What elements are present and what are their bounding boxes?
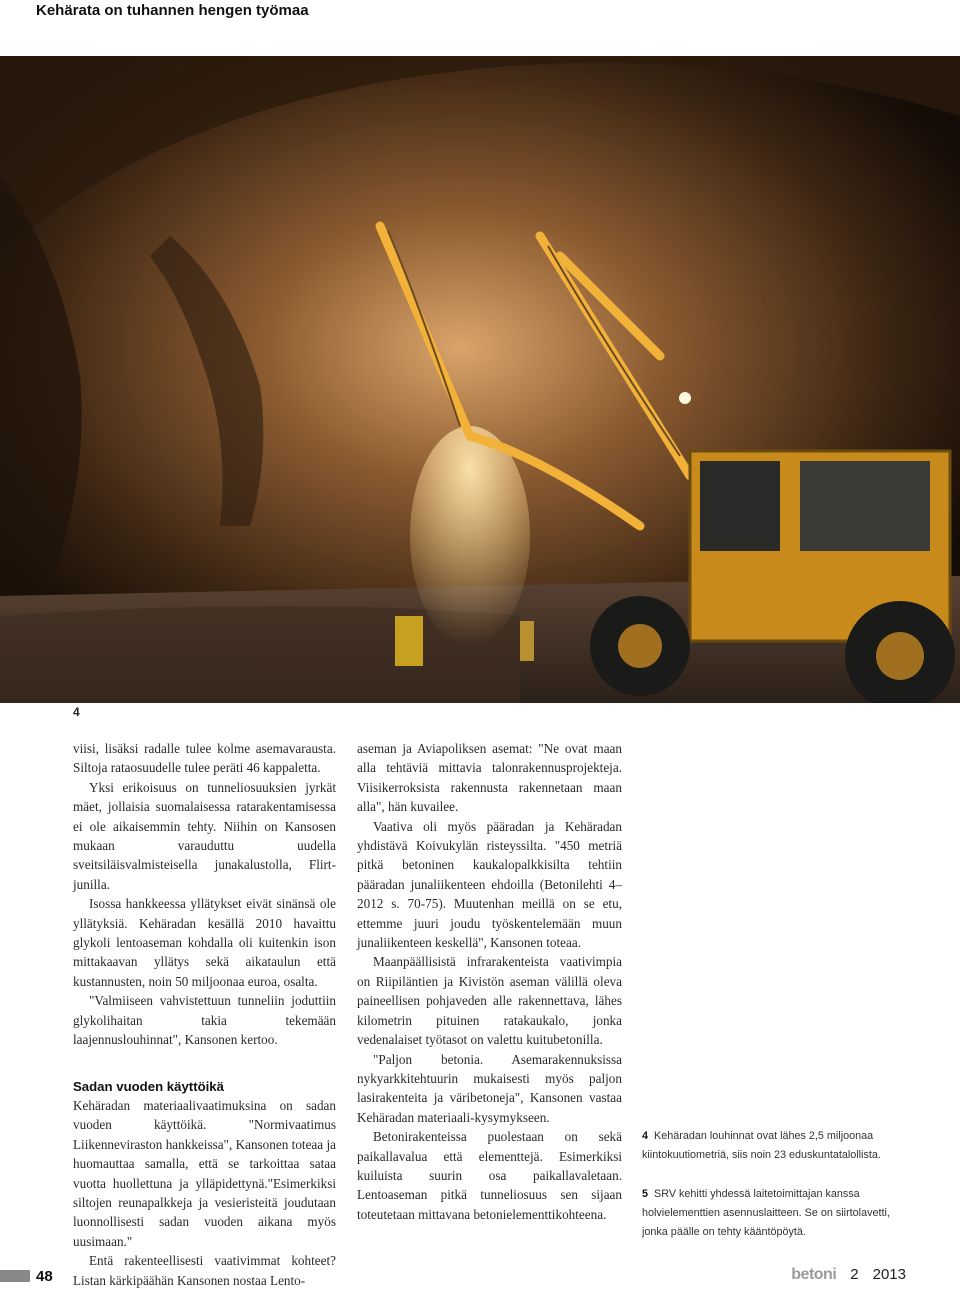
footer-issue-info	[791, 1266, 906, 1284]
col1-paragraph-1: viisi, lisäksi radalle tulee kolme asemavarausta. Siltoja rataosuudelle tulee peräti 46 kappaletta.	[73, 741, 336, 776]
page-number: 48	[36, 1268, 53, 1285]
col2-paragraph-5: Betonirakenteissa puolestaan on sekä paikallavalua että elementtejä. Esimerkiksi kuiluista suurin osa paikallavaletaan. Lentoaseman pitkä tunneliosuus sen sijaan toteutetaan mittavana betonielementtikohteena.	[357, 1129, 622, 1222]
caption-5-text: SRV kehitti yhdessä laitetoimittajan kanssa holvielementtien asennuslaitteen. Se on siirtolavetti, jonka päälle on tehty kääntöpöytä.	[642, 1188, 890, 1238]
photo-figure-number: 4	[73, 705, 80, 719]
page-header-title: Kehärata on tuhannen hengen työmaa	[36, 2, 309, 19]
col1-paragraph-2: Yksi erikoisuus on tunneliosuuksien jyrkät mäet, jollaisia suomalaisessa ratarakentamisessa ei ole aikaisemmin tehty. Niihin on Kansosen mukaan varauduttu uudella sveitsiläisvalmisteisella junakalustolla, Flirt-junilla.	[73, 779, 336, 892]
col2-paragraph-2: Vaativa oli myös pääradan ja Kehäradan yhdistävä Koivukylän risteyssilta. "450 metriä pitkä betoninen kaukalopalkkisilta tehtiin pääradan junaliikenteen ehdoilla (Betonilehti 4–2012 s. 70-75). Muutenhan meillä on se etu, ettemme juuri joudu työskentelemään muun junaliikenteen keskellä", Kansonen toteaa.	[357, 818, 622, 951]
tunnel-drilling-photo	[0, 56, 960, 703]
col1-paragraph-6: Entä rakenteellisesti vaativimmat kohteet? Listan kärkipäähän Kansonen nostaa Lento-	[73, 1253, 336, 1288]
col2-paragraph-1: aseman ja Aviapoliksen asemat: "Ne ovat maan alla tehtäviä mittavia talonrakennusprojekteja. Viisikerroksista rakennusta rakennetaan maan alla", hän kuvailee.	[357, 741, 622, 815]
issue-number: 2	[850, 1266, 859, 1283]
magazine-logo: betoni	[791, 1266, 837, 1283]
caption-4-text: Kehäradan louhinnat ovat lähes 2,5 miljoonaa kiintokuutiometriä, siis noin 23 eduskuntatalollista.	[642, 1130, 881, 1161]
section-heading: Sadan vuoden käyttöikä	[73, 1078, 224, 1094]
col1-paragraph-5: Kehäradan materiaalivaatimuksina on sadan vuoden käyttöikä. "Normivaatimus Liikenneviraston hankkeissa", Kansonen toteaa ja huomauttaa samalla, että se tarkoittaa sataa vuotta huollettuna ja ylläpidettynä."Esimerkiksi siltojen reunapalkkeja ja vesieristeitä joudutaan luonnollisesti sadan vuoden aikana myös uusimaan."	[73, 1097, 336, 1249]
caption-5	[642, 1185, 910, 1242]
page-tab-marker	[0, 1270, 30, 1282]
article-column-2	[357, 739, 622, 1224]
col2-paragraph-4: "Paljon betonia. Asemarakennuksissa nykyarkkitehtuurin mukaisesti myös paljon lasirakenteita ja väribetoneja", Kansonen vastaa Kehäradan materiaali-kysymykseen.	[357, 1051, 622, 1125]
caption-4	[642, 1127, 910, 1165]
col2-paragraph-3: Maanpäällisistä infrarakenteista vaativimpia on Riipiläntien ja Kivistön aseman välillä oleva paineellisen pohjaveden alle rakennettava, lähes kilometrin pituinen ratakaukalo, jonka vedenalaiset työtasot on valettu kuitubetonilla.	[357, 954, 622, 1048]
tunnel-photo-illustration	[0, 56, 960, 703]
article-column-1	[73, 739, 336, 1290]
col1-paragraph-3: Isossa hankkeessa yllätykset eivät sinänsä ole yllätyksiä. Kehäradan kesällä 2010 havaittu glykoli lentoaseman kohdalla oli kuitenkin ison mittakaavan yllätys sekä aikataulun että kustannusten, noin 50 miljoonaa euroa, osalta.	[73, 896, 336, 989]
issue-year: 2013	[872, 1266, 906, 1283]
col1-paragraph-4: "Valmiiseen vahvistettuun tunneliin joduttiin glykolihaitan takia tekemään laajennuslouhinnat", Kansonen kertoo.	[73, 993, 336, 1048]
caption-5-number: 5	[642, 1188, 649, 1200]
caption-4-number: 4	[642, 1130, 649, 1142]
